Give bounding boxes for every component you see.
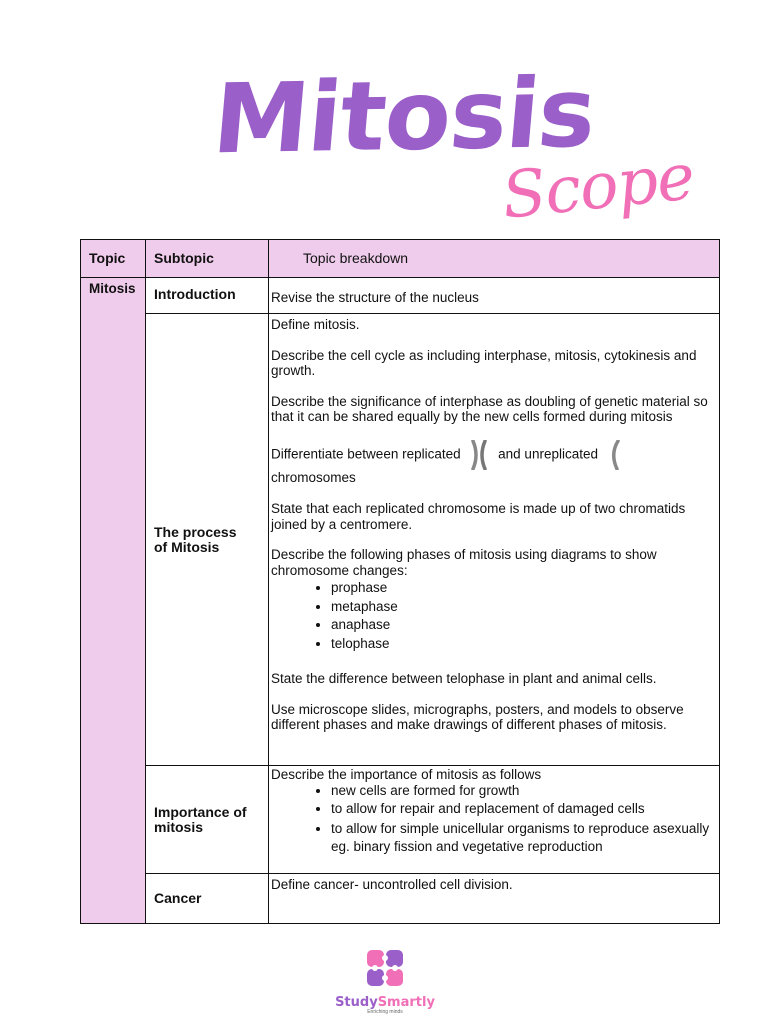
table-row bbox=[81, 766, 720, 874]
unreplicated-chromosome-icon bbox=[608, 440, 622, 470]
list-item: • anaphase bbox=[331, 617, 717, 633]
column-header-breakdown: Topic breakdown bbox=[269, 240, 720, 278]
list-item: • to allow for repair and replacement of damaged cells bbox=[331, 801, 717, 817]
list-item: • telophase bbox=[331, 636, 717, 652]
topic-cell bbox=[81, 278, 146, 924]
importance-list bbox=[271, 783, 717, 856]
list-item: • new cells are formed for growth bbox=[331, 783, 717, 799]
logo-tagline: Enriching minds bbox=[367, 1009, 403, 1015]
table-row bbox=[81, 874, 720, 924]
puzzle-logo-icon bbox=[363, 946, 407, 990]
subtopic-cell: The process of Mitosis bbox=[146, 314, 269, 766]
page-title: Mitosis bbox=[208, 56, 600, 176]
phase-list bbox=[271, 580, 717, 651]
list-item: • prophase bbox=[331, 580, 717, 596]
topic-label: Mitosis bbox=[89, 281, 136, 296]
table-row bbox=[81, 278, 720, 314]
list-item: • metaphase bbox=[331, 599, 717, 615]
studysmartly-logo: StudySmartly Enriching minds bbox=[330, 946, 440, 1015]
list-item: • to allow for simple unicellular organisms to reproduce asexually eg. binary fission and vegetative reproduction bbox=[331, 820, 717, 856]
subtopic-cell: Introduction bbox=[146, 278, 269, 314]
column-header-topic: Topic bbox=[81, 240, 146, 278]
table-header-row bbox=[81, 240, 720, 278]
breakdown-cell: Revise the structure of the nucleus bbox=[269, 278, 720, 314]
scope-table bbox=[80, 239, 720, 924]
subtopic-cell: Importance of mitosis bbox=[146, 766, 269, 874]
table-row bbox=[81, 314, 720, 766]
page-subtitle: Scope bbox=[498, 140, 698, 234]
subtopic-cell: Cancer bbox=[146, 874, 269, 924]
replicated-chromosome-icon bbox=[470, 440, 488, 470]
column-header-subtopic: Subtopic bbox=[146, 240, 269, 278]
breakdown-cell: Describe the importance of mitosis as follows • new cells are formed for growth • to allow for repair and replacement of damaged cells • to allow for simple unicellular organisms to reproduce asexually eg. binary fission and vegetative reproduction bbox=[269, 766, 720, 874]
breakdown-cell: Define cancer- uncontrolled cell division. bbox=[269, 874, 720, 924]
breakdown-cell: Define mitosis. Describe the cell cycle as including interphase, mitosis, cytokinesis and growth. Describe the significance of interphase as doubling of genetic material so that it can be shared equally by the new cells formed during mitosis Differentiate between replicated and unreplicated chromosomes State that each replicated chromosome is made up of two chromatids joined by a centromere. Describe the following phases of mitosis using diagrams to show chromosome changes: • prophase • metaphase • anaphase • telophase State the difference between telophase in plant and animal cells. Use microscope slides, micrographs, posters, and models to observe different phases and make drawings of different phases of mitosis. bbox=[269, 314, 720, 766]
